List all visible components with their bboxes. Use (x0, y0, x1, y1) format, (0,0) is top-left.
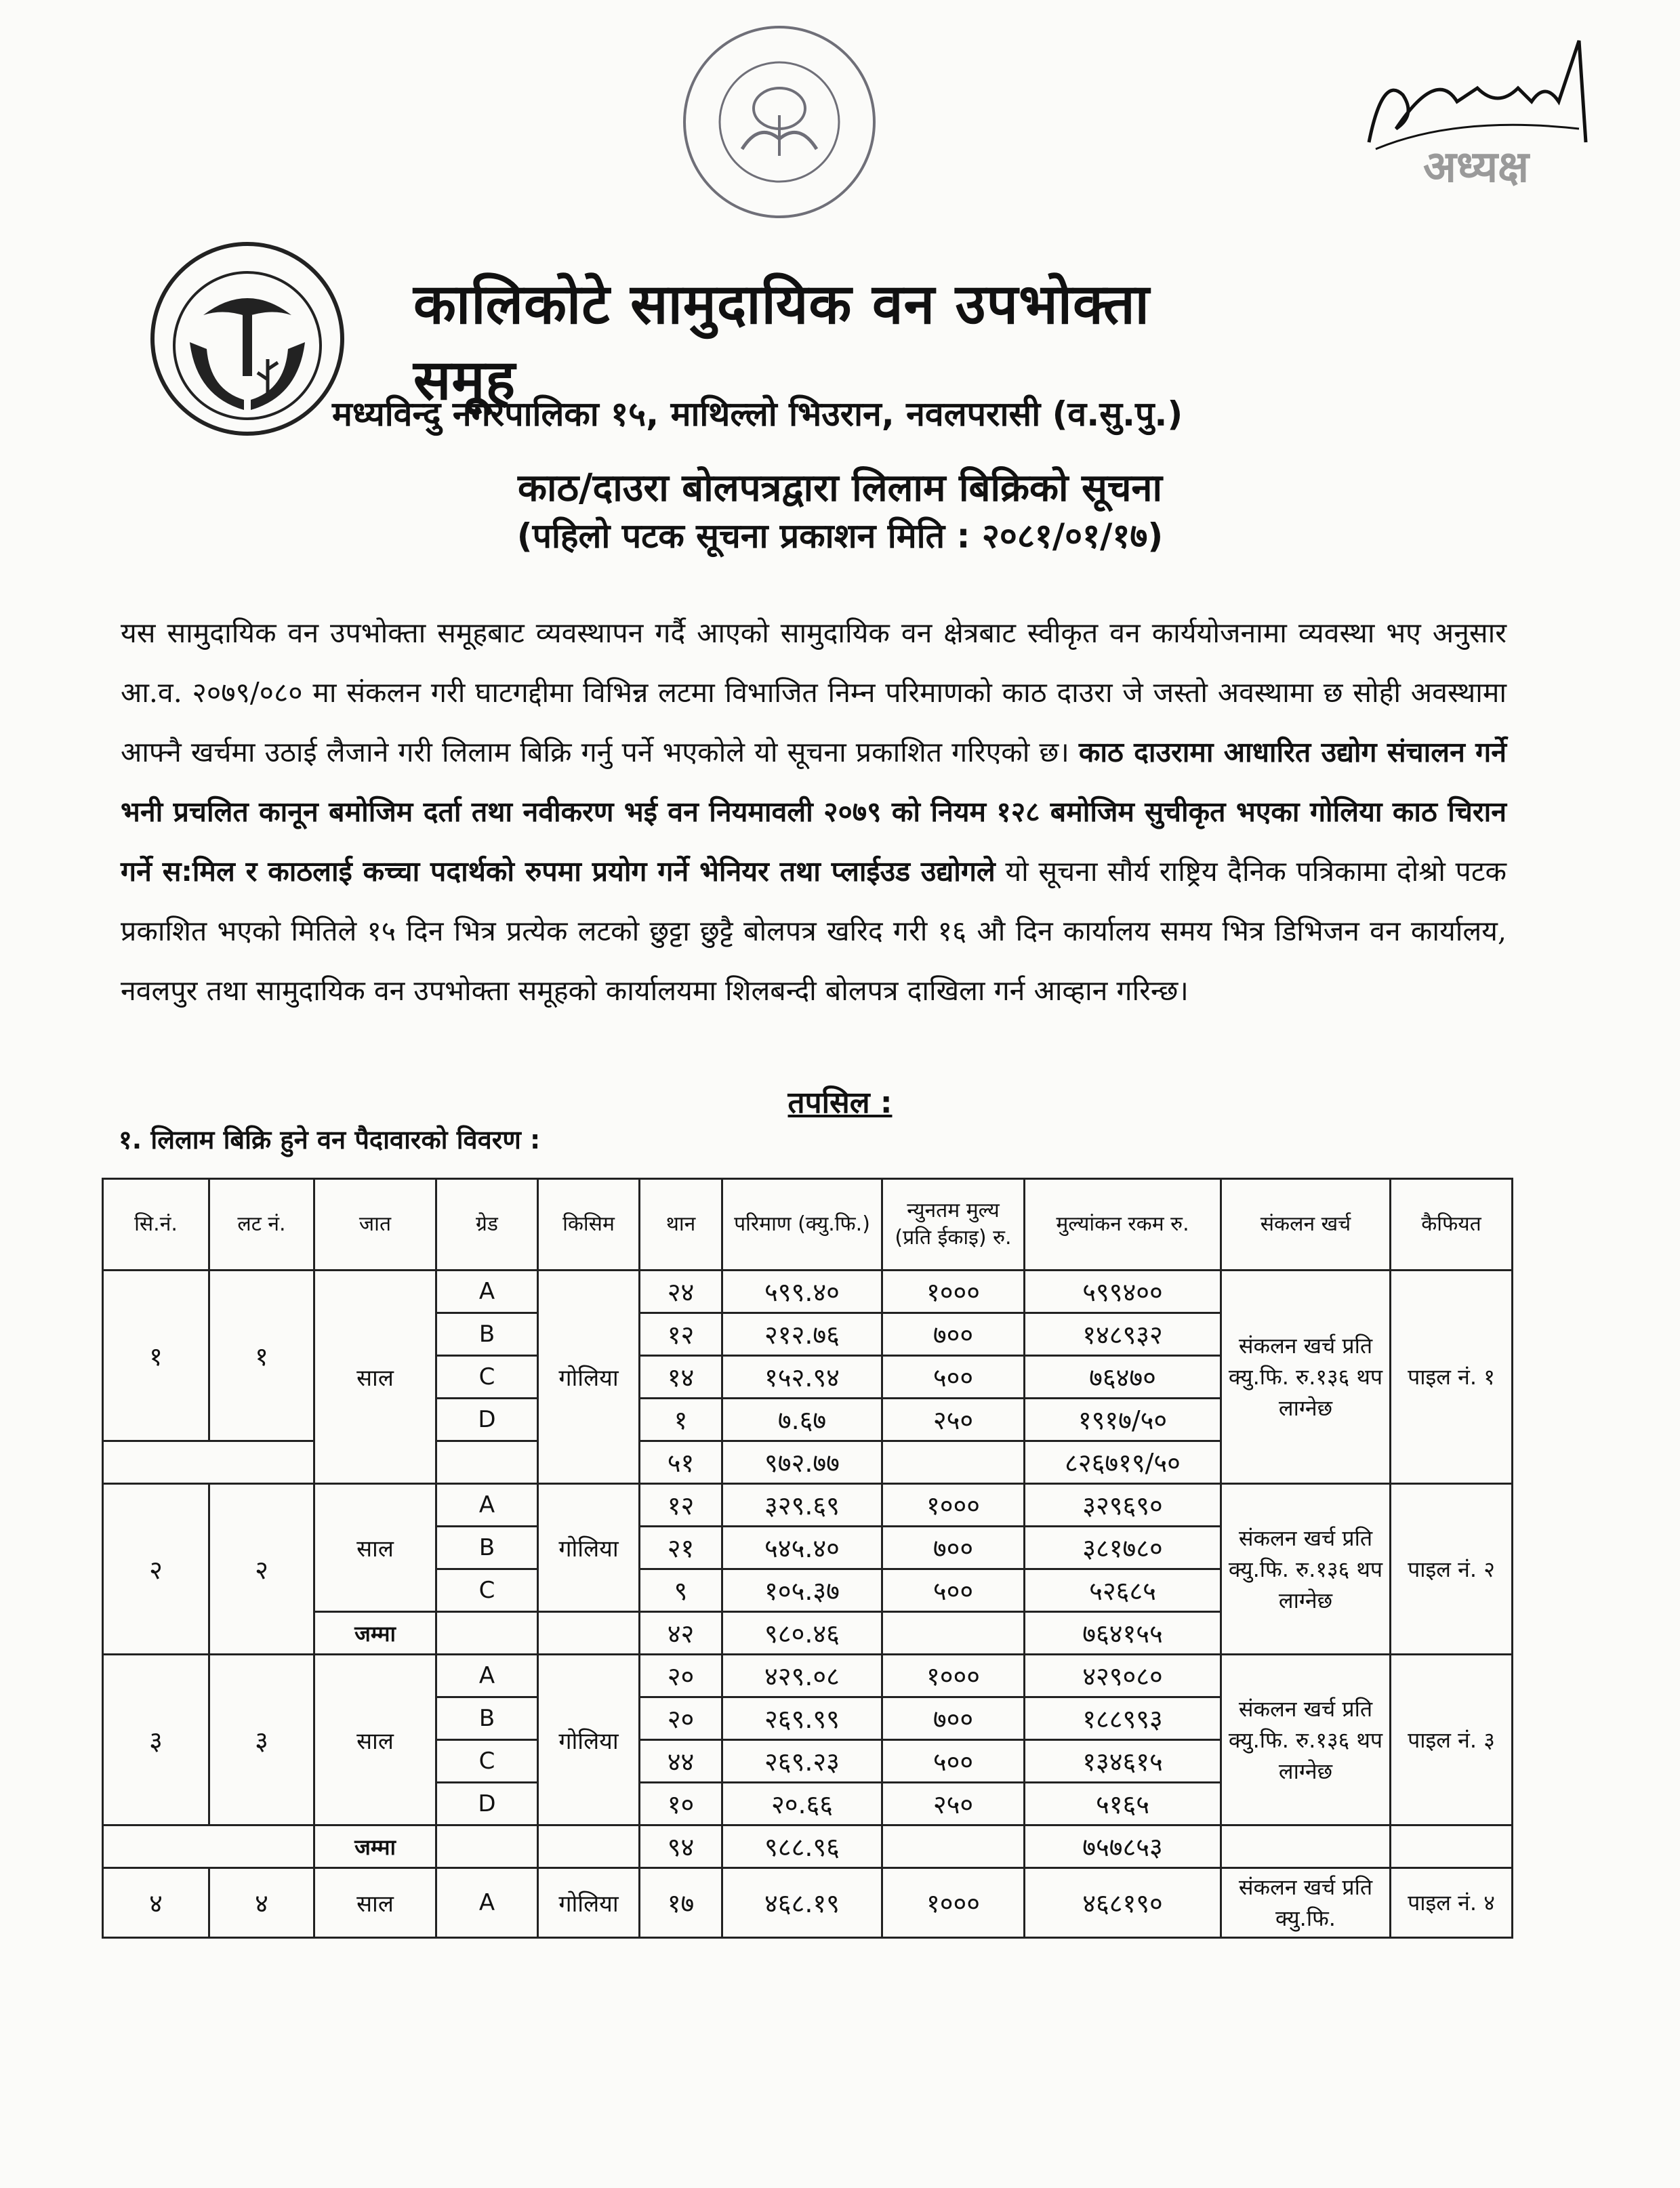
cell-empty (882, 1825, 1025, 1868)
cell-lot: ४ (209, 1868, 314, 1938)
cell-min-price: २५० (882, 1399, 1025, 1441)
cell-total-amount: ७५७८५३ (1025, 1825, 1221, 1868)
col-header-remarks: कैफियत (1391, 1179, 1513, 1271)
cell-than: १ (640, 1399, 722, 1441)
cell-total-qty: ९८०.४६ (722, 1612, 882, 1655)
cell-qty: २६९.२३ (722, 1740, 882, 1783)
cell-amount: १४८९३२ (1025, 1313, 1221, 1356)
col-header-sn: सि.नं. (103, 1179, 209, 1271)
cell-than: १४ (640, 1356, 722, 1399)
cell-than: ४४ (640, 1740, 722, 1783)
cell-grade: A (436, 1484, 538, 1527)
body-part-1: यस सामुदायिक वन उपभोक्ता समूहबाट व्यवस्थापन गर्दै आएको सामुदायिक वन क्षेत्रबाट स्वीकृत वन कार्ययोजनामा व्यवस्था भए अनुसार आ.व. २०७९/०८० मा संकलन गरी घाटगद्दीमा विभिन्न लटमा विभाजित निम्न परिमाणको काठ दाउरा जे जस्तो अवस्थामा छ सोही अवस्थामा आफ्नै खर्चमा उठाई लैजाने गरी लिलाम बिक्रि गर्नु पर्ने भएकोले यो सूचना प्रकाशित गरिएको छ। (121, 617, 1507, 768)
cell-remarks: पाइल नं. ३ (1391, 1655, 1513, 1825)
cell-amount: ५९९४०० (1025, 1271, 1221, 1313)
cell-amount: ४६८१९० (1025, 1868, 1221, 1938)
cell-than: २१ (640, 1527, 722, 1569)
cell-min-price: ५०० (882, 1569, 1025, 1612)
cell-empty (882, 1612, 1025, 1655)
body-part-2: काठ दाउरामा आधारित उद्योग संचालन गर्ने भनी प्रचलित कानून बमोजिम दर्ता तथा नवीकरण भई वन नियमावली २०७९ को नियम १२८ बमोजिम सुचीकृत भएका गोलिया काठ चिरान गर्ने स:मिल र काठलाई कच्चा पदार्थको रुपमा प्रयोग गर्ने भेनियर तथा प्लाईउड उद्योगले (121, 736, 1507, 888)
cell-qty: २१२.७६ (722, 1313, 882, 1356)
cell-amount: १३४६१५ (1025, 1740, 1221, 1783)
body-part-3: यो सूचना सौर्य राष्ट्रिय दैनिक पत्रिकामा दोश्रो पटक प्रकाशित भएको मितिले १५ दिन भित्र प्रत्येक लटको छुट्टा छुट्टै बोलपत्र खरिद गरी १६ औ दिन कार्यालय समय भित्र डिभिजन वन कार्यालय, नवलपुर तथा सामुदायिक वन उपभोक्ता समूहको कार्यालयमा शिलबन्दी बोलपत्र दाखिला गर्न आव्हान गरिन्छ। (121, 855, 1507, 1007)
cell-total-amount: ८२६७१९/५० (1025, 1441, 1221, 1484)
table-total-row (103, 1825, 1513, 1868)
cell-sn: ४ (103, 1868, 209, 1938)
cell-min-price: १००० (882, 1655, 1025, 1697)
cell-species: साल (314, 1868, 436, 1938)
notice-date: (पहिलो पटक सूचना प्रकाशन मिति : २०८१/०१/१७) (516, 516, 1164, 556)
cell-grade: C (436, 1356, 538, 1399)
notice-title: काठ/दाउरा बोलपत्रद्वारा लिलाम बिक्रिको सूचना (517, 466, 1163, 510)
organization-name: कालिकोटे सामुदायिक वन उपभोक्ता समूह (413, 272, 1150, 413)
cell-collection-note: संकलन खर्च प्रति क्यु.फि. (1221, 1868, 1391, 1938)
cell-empty (538, 1612, 640, 1655)
auction-details-table (102, 1178, 1513, 1939)
table-row (103, 1655, 1513, 1697)
cell-empty (436, 1441, 538, 1484)
cell-amount: १९१७/५० (1025, 1399, 1221, 1441)
cell-total-label: जम्मा (314, 1612, 436, 1655)
cell-grade: C (436, 1569, 538, 1612)
cell-total-than: ९४ (640, 1825, 722, 1868)
cell-empty (103, 1825, 314, 1868)
cell-total-label: जम्मा (314, 1825, 436, 1868)
cell-lot: २ (209, 1484, 314, 1655)
table-row (103, 1271, 1513, 1313)
cell-species: साल (314, 1271, 436, 1484)
cell-min-price: ७०० (882, 1313, 1025, 1356)
cell-than: १२ (640, 1484, 722, 1527)
col-header-min-price: न्युनतम मुल्य (प्रति ईकाइ) रु. (882, 1179, 1025, 1271)
cell-amount: ३२९६९० (1025, 1484, 1221, 1527)
cell-qty: ५४५.४० (722, 1527, 882, 1569)
cell-than: १७ (640, 1868, 722, 1938)
cell-qty: ४६८.१९ (722, 1868, 882, 1938)
col-header-qty: परिमाण (क्यु.फि.) (722, 1179, 882, 1271)
cell-qty: १०५.३७ (722, 1569, 882, 1612)
cell-amount: ५२६८५ (1025, 1569, 1221, 1612)
cell-min-price: १००० (882, 1868, 1025, 1938)
cell-amount: ४२९०८० (1025, 1655, 1221, 1697)
cell-min-price: ५०० (882, 1356, 1025, 1399)
cell-amount: ५१६५ (1025, 1783, 1221, 1825)
cell-collection-note: संकलन खर्च प्रति क्यु.फि. रु.१३६ थप लाग्नेछ (1221, 1484, 1391, 1655)
cell-grade: B (436, 1313, 538, 1356)
col-header-grade: ग्रेड (436, 1179, 538, 1271)
cell-grade: D (436, 1783, 538, 1825)
cell-type: गोलिया (538, 1655, 640, 1825)
cell-empty (538, 1825, 640, 1868)
cell-type: गोलिया (538, 1271, 640, 1484)
cell-amount: १८८९९३ (1025, 1697, 1221, 1740)
cell-total-than: ५१ (640, 1441, 722, 1484)
cell-collection-note: संकलन खर्च प्रति क्यु.फि. रु.१३६ थप लाग्नेछ (1221, 1655, 1391, 1825)
details-heading: तपसिल : (787, 1086, 893, 1120)
cell-qty: ३२९.६९ (722, 1484, 882, 1527)
notice-body (121, 603, 1507, 1020)
cell-qty: २०.६६ (722, 1783, 882, 1825)
cell-total-qty: ९७२.७७ (722, 1441, 882, 1484)
col-header-than: थान (640, 1179, 722, 1271)
cell-grade: B (436, 1697, 538, 1740)
cell-than: २० (640, 1697, 722, 1740)
section-1-heading: १. लिलाम बिक्रि हुने वन पैदावारको विवरण : (119, 1125, 541, 1155)
cell-empty (103, 1441, 314, 1484)
cell-grade: A (436, 1271, 538, 1313)
cell-empty (882, 1441, 1025, 1484)
col-header-type: किसिम (538, 1179, 640, 1271)
cell-grade: B (436, 1527, 538, 1569)
cell-than: २४ (640, 1271, 722, 1313)
cell-qty: १५२.९४ (722, 1356, 882, 1399)
cell-species: साल (314, 1655, 436, 1825)
cell-than: १० (640, 1783, 722, 1825)
cell-qty: ४२९.०८ (722, 1655, 882, 1697)
signature-title: अध्यक्ष (1423, 142, 1529, 192)
cell-than: २० (640, 1655, 722, 1697)
cell-amount: ७६४७० (1025, 1356, 1221, 1399)
cell-sn: २ (103, 1484, 209, 1655)
cell-qty: ७.६७ (722, 1399, 882, 1441)
cell-empty (1221, 1825, 1391, 1868)
cell-min-price: ५०० (882, 1740, 1025, 1783)
cell-min-price: ७०० (882, 1697, 1025, 1740)
cell-grade: A (436, 1868, 538, 1938)
cell-sn: ३ (103, 1655, 209, 1825)
cell-collection-note: संकलन खर्च प्रति क्यु.फि. रु.१३६ थप लाग्नेछ (1221, 1271, 1391, 1484)
cell-grade: C (436, 1740, 538, 1783)
cell-than: १२ (640, 1313, 722, 1356)
cell-min-price: २५० (882, 1783, 1025, 1825)
cell-total-amount: ७६४१५५ (1025, 1612, 1221, 1655)
col-header-species: जात (314, 1179, 436, 1271)
cell-lot: १ (209, 1271, 314, 1441)
cell-grade: A (436, 1655, 538, 1697)
cell-grade: D (436, 1399, 538, 1441)
col-header-collection: संकलन खर्च (1221, 1179, 1391, 1271)
cell-amount: ३८१७८० (1025, 1527, 1221, 1569)
cell-sn: १ (103, 1271, 209, 1441)
table-header-row (103, 1179, 1513, 1271)
cell-empty (1391, 1825, 1513, 1868)
cell-qty: २६९.९९ (722, 1697, 882, 1740)
cell-type: गोलिया (538, 1868, 640, 1938)
cell-empty (436, 1612, 538, 1655)
cell-qty: ५९९.४० (722, 1271, 882, 1313)
organization-logo (142, 241, 352, 437)
cell-min-price: ७०० (882, 1527, 1025, 1569)
col-header-lot: लट नं. (209, 1179, 314, 1271)
cell-total-than: ४२ (640, 1612, 722, 1655)
cell-remarks: पाइल नं. २ (1391, 1484, 1513, 1655)
cell-species: साल (314, 1484, 436, 1612)
col-header-amount: मुल्यांकन रकम रु. (1025, 1179, 1221, 1271)
cell-total-qty: ९८८.९६ (722, 1825, 882, 1868)
cell-type: गोलिया (538, 1484, 640, 1612)
cell-empty (436, 1825, 538, 1868)
cell-than: ९ (640, 1569, 722, 1612)
table-row (103, 1868, 1513, 1938)
cell-min-price: १००० (882, 1484, 1025, 1527)
organization-seal (678, 20, 881, 224)
cell-remarks: पाइल नं. ४ (1391, 1868, 1513, 1938)
cell-remarks: पाइल नं. १ (1391, 1271, 1513, 1484)
cell-min-price: १००० (882, 1271, 1025, 1313)
table-row (103, 1484, 1513, 1527)
cell-lot: ३ (209, 1655, 314, 1825)
organization-address: मध्यविन्दु नगरपालिका १५, माथिल्लो भिउरान, नवलपरासी (व.सु.पु.) (332, 394, 1183, 434)
